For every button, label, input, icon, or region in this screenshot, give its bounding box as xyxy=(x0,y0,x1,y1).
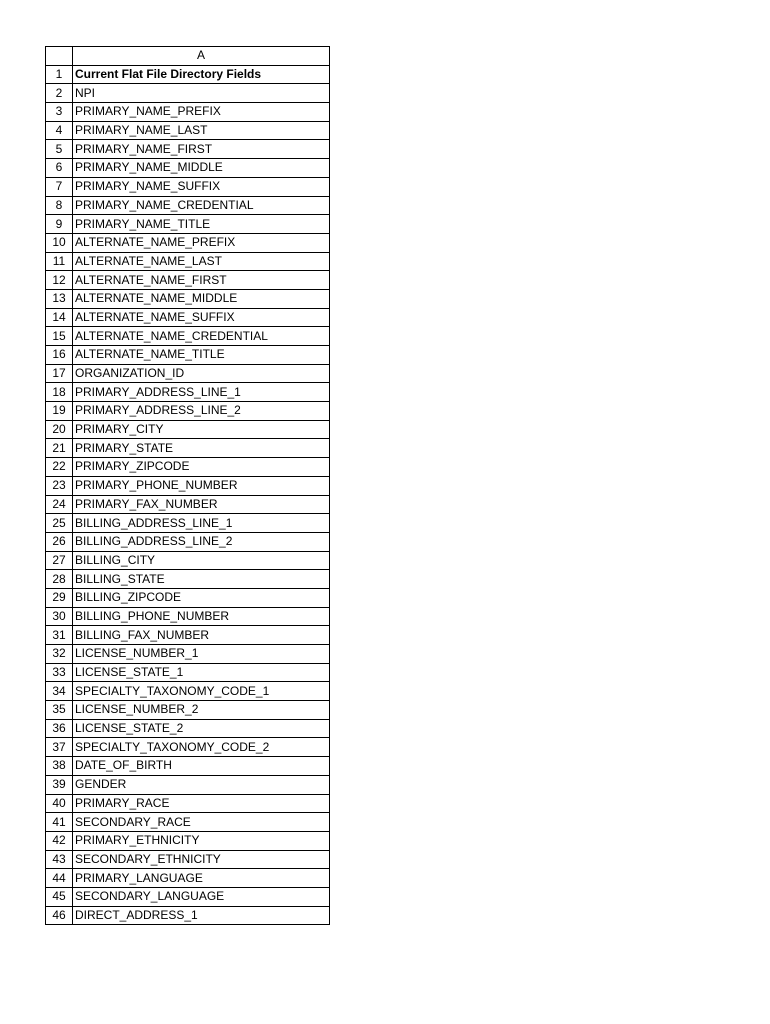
table-row xyxy=(46,215,330,234)
cell-a[interactable]: PRIMARY_NAME_LAST xyxy=(73,121,330,140)
table-row xyxy=(46,476,330,495)
table-row xyxy=(46,383,330,402)
cell-a[interactable]: LICENSE_STATE_2 xyxy=(73,719,330,738)
row-number[interactable]: 31 xyxy=(46,626,73,645)
sheet-body xyxy=(46,65,330,925)
cell-a[interactable]: PRIMARY_CITY xyxy=(73,420,330,439)
cell-a[interactable]: LICENSE_NUMBER_1 xyxy=(73,645,330,664)
table-row xyxy=(46,551,330,570)
row-number[interactable]: 35 xyxy=(46,701,73,720)
row-number[interactable]: 43 xyxy=(46,850,73,869)
table-row xyxy=(46,813,330,832)
cell-a[interactable]: DATE_OF_BIRTH xyxy=(73,757,330,776)
row-number[interactable]: 44 xyxy=(46,869,73,888)
cell-a[interactable]: PRIMARY_NAME_MIDDLE xyxy=(73,159,330,178)
table-row xyxy=(46,607,330,626)
row-number[interactable]: 41 xyxy=(46,813,73,832)
cell-a[interactable]: PRIMARY_ETHNICITY xyxy=(73,831,330,850)
table-row xyxy=(46,458,330,477)
row-number[interactable]: 46 xyxy=(46,906,73,925)
cell-a[interactable]: SPECIALTY_TAXONOMY_CODE_1 xyxy=(73,682,330,701)
cell-a[interactable]: BILLING_ZIPCODE xyxy=(73,588,330,607)
row-number[interactable]: 27 xyxy=(46,551,73,570)
table-row xyxy=(46,626,330,645)
table-row xyxy=(46,140,330,159)
cell-a[interactable]: SECONDARY_LANGUAGE xyxy=(73,887,330,906)
cell-a[interactable]: GENDER xyxy=(73,775,330,794)
row-number[interactable]: 26 xyxy=(46,532,73,551)
table-row xyxy=(46,794,330,813)
cell-a[interactable]: LICENSE_NUMBER_2 xyxy=(73,701,330,720)
row-number[interactable]: 10 xyxy=(46,233,73,252)
table-row xyxy=(46,289,330,308)
table-row xyxy=(46,159,330,178)
row-number[interactable]: 40 xyxy=(46,794,73,813)
table-row xyxy=(46,252,330,271)
table-row xyxy=(46,364,330,383)
cell-a[interactable]: DIRECT_ADDRESS_1 xyxy=(73,906,330,925)
row-number[interactable]: 4 xyxy=(46,121,73,140)
cell-a[interactable]: ALTERNATE_NAME_CREDENTIAL xyxy=(73,327,330,346)
row-number[interactable]: 15 xyxy=(46,327,73,346)
table-row xyxy=(46,887,330,906)
table-row xyxy=(46,831,330,850)
cell-a[interactable]: PRIMARY_NAME_PREFIX xyxy=(73,103,330,122)
row-number[interactable]: 7 xyxy=(46,177,73,196)
cell-a[interactable]: SECONDARY_RACE xyxy=(73,813,330,832)
row-number[interactable]: 34 xyxy=(46,682,73,701)
spreadsheet-table xyxy=(45,46,330,925)
row-number[interactable]: 3 xyxy=(46,103,73,122)
cell-a[interactable]: PRIMARY_ADDRESS_LINE_2 xyxy=(73,402,330,421)
table-row xyxy=(46,196,330,215)
row-number[interactable]: 23 xyxy=(46,476,73,495)
row-number[interactable]: 12 xyxy=(46,271,73,290)
table-row xyxy=(46,271,330,290)
cell-a[interactable]: ALTERNATE_NAME_LAST xyxy=(73,252,330,271)
cell-a[interactable]: ORGANIZATION_ID xyxy=(73,364,330,383)
cell-a[interactable]: PRIMARY_NAME_TITLE xyxy=(73,215,330,234)
row-number[interactable]: 20 xyxy=(46,420,73,439)
row-number[interactable]: 38 xyxy=(46,757,73,776)
table-row xyxy=(46,775,330,794)
table-row xyxy=(46,327,330,346)
cell-a[interactable]: BILLING_PHONE_NUMBER xyxy=(73,607,330,626)
table-row xyxy=(46,850,330,869)
row-number[interactable]: 30 xyxy=(46,607,73,626)
cell-a[interactable]: PRIMARY_NAME_SUFFIX xyxy=(73,177,330,196)
cell-a[interactable]: PRIMARY_RACE xyxy=(73,794,330,813)
cell-a[interactable]: NPI xyxy=(73,84,330,103)
row-number[interactable]: 37 xyxy=(46,738,73,757)
cell-a[interactable]: PRIMARY_ZIPCODE xyxy=(73,458,330,477)
row-number[interactable]: 13 xyxy=(46,289,73,308)
row-number[interactable]: 1 xyxy=(46,65,73,84)
table-row xyxy=(46,645,330,664)
cell-a[interactable]: SECONDARY_ETHNICITY xyxy=(73,850,330,869)
cell-a[interactable]: LICENSE_STATE_1 xyxy=(73,663,330,682)
table-row xyxy=(46,906,330,925)
table-row xyxy=(46,532,330,551)
cell-a[interactable]: Current Flat File Directory Fields xyxy=(73,65,330,84)
table-row xyxy=(46,757,330,776)
row-number[interactable]: 24 xyxy=(46,495,73,514)
row-number[interactable]: 14 xyxy=(46,308,73,327)
table-row xyxy=(46,869,330,888)
table-row xyxy=(46,402,330,421)
column-header-row xyxy=(46,47,330,66)
row-number[interactable]: 25 xyxy=(46,514,73,533)
row-number[interactable]: 29 xyxy=(46,588,73,607)
cell-a[interactable]: PRIMARY_NAME_FIRST xyxy=(73,140,330,159)
row-number[interactable]: 28 xyxy=(46,570,73,589)
row-number[interactable]: 16 xyxy=(46,346,73,365)
table-row xyxy=(46,121,330,140)
row-number[interactable]: 17 xyxy=(46,364,73,383)
table-row xyxy=(46,420,330,439)
table-row xyxy=(46,65,330,84)
cell-a[interactable]: PRIMARY_PHONE_NUMBER xyxy=(73,476,330,495)
table-row xyxy=(46,495,330,514)
table-row xyxy=(46,701,330,720)
row-number[interactable]: 39 xyxy=(46,775,73,794)
table-row xyxy=(46,177,330,196)
cell-a[interactable]: PRIMARY_STATE xyxy=(73,439,330,458)
column-header-a[interactable]: A xyxy=(73,47,330,66)
table-row xyxy=(46,439,330,458)
row-number[interactable]: 18 xyxy=(46,383,73,402)
cell-a[interactable]: ALTERNATE_NAME_MIDDLE xyxy=(73,289,330,308)
cell-a[interactable]: BILLING_FAX_NUMBER xyxy=(73,626,330,645)
row-number[interactable]: 6 xyxy=(46,159,73,178)
row-number[interactable]: 32 xyxy=(46,645,73,664)
cell-a[interactable]: ALTERNATE_NAME_TITLE xyxy=(73,346,330,365)
table-row xyxy=(46,103,330,122)
cell-a[interactable]: BILLING_ADDRESS_LINE_1 xyxy=(73,514,330,533)
table-row xyxy=(46,233,330,252)
row-number[interactable]: 19 xyxy=(46,402,73,421)
row-number[interactable]: 9 xyxy=(46,215,73,234)
table-row xyxy=(46,663,330,682)
cell-a[interactable]: ALTERNATE_NAME_SUFFIX xyxy=(73,308,330,327)
corner-cell[interactable] xyxy=(46,47,73,66)
table-row xyxy=(46,308,330,327)
table-row xyxy=(46,719,330,738)
cell-a[interactable]: BILLING_CITY xyxy=(73,551,330,570)
cell-a[interactable]: PRIMARY_NAME_CREDENTIAL xyxy=(73,196,330,215)
row-number[interactable]: 42 xyxy=(46,831,73,850)
table-row xyxy=(46,514,330,533)
row-number[interactable]: 8 xyxy=(46,196,73,215)
cell-a[interactable]: PRIMARY_FAX_NUMBER xyxy=(73,495,330,514)
table-row xyxy=(46,738,330,757)
row-number[interactable]: 45 xyxy=(46,887,73,906)
table-row xyxy=(46,84,330,103)
cell-a[interactable]: ALTERNATE_NAME_FIRST xyxy=(73,271,330,290)
row-number[interactable]: 5 xyxy=(46,140,73,159)
row-number[interactable]: 21 xyxy=(46,439,73,458)
cell-a[interactable]: PRIMARY_LANGUAGE xyxy=(73,869,330,888)
table-row xyxy=(46,346,330,365)
cell-a[interactable]: PRIMARY_ADDRESS_LINE_1 xyxy=(73,383,330,402)
table-row xyxy=(46,588,330,607)
cell-a[interactable]: BILLING_STATE xyxy=(73,570,330,589)
cell-a[interactable]: ALTERNATE_NAME_PREFIX xyxy=(73,233,330,252)
cell-a[interactable]: SPECIALTY_TAXONOMY_CODE_2 xyxy=(73,738,330,757)
row-number[interactable]: 22 xyxy=(46,458,73,477)
row-number[interactable]: 33 xyxy=(46,663,73,682)
row-number[interactable]: 2 xyxy=(46,84,73,103)
table-row xyxy=(46,682,330,701)
table-row xyxy=(46,570,330,589)
row-number[interactable]: 36 xyxy=(46,719,73,738)
row-number[interactable]: 11 xyxy=(46,252,73,271)
cell-a[interactable]: BILLING_ADDRESS_LINE_2 xyxy=(73,532,330,551)
